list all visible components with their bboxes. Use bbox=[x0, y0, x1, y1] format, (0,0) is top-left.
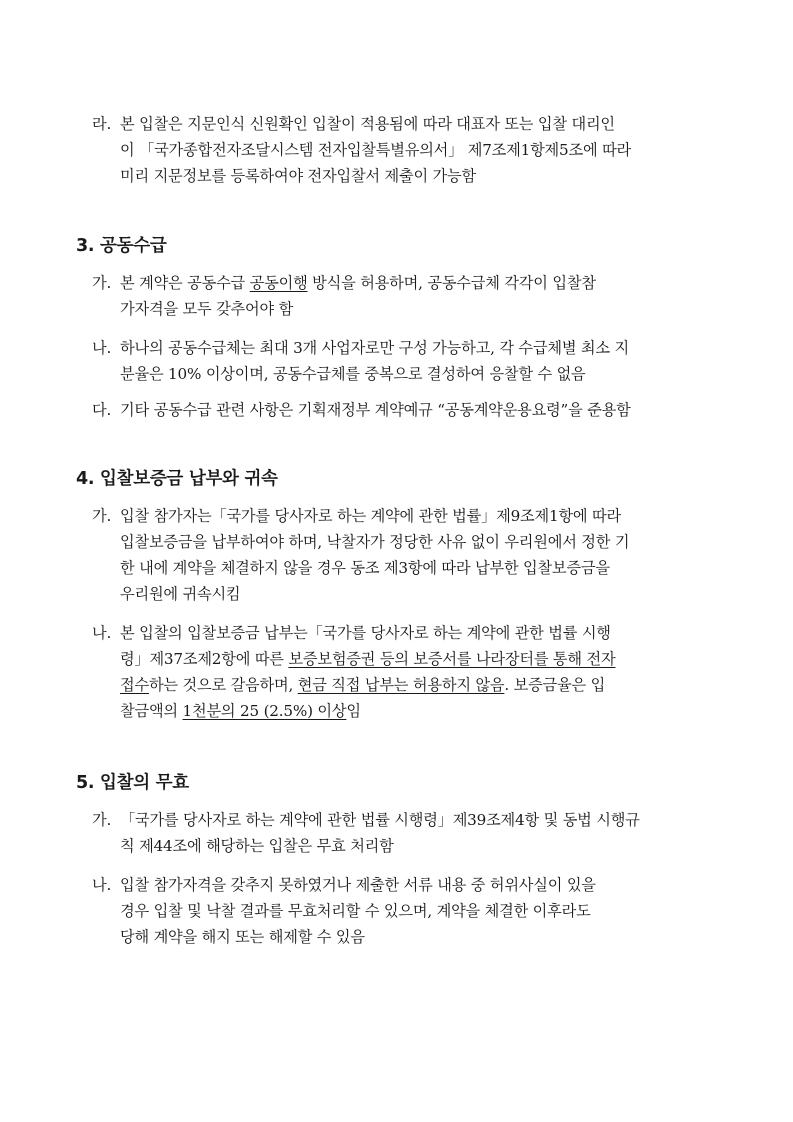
clause-da-other-matters bbox=[92, 397, 720, 423]
underlined-term: 공동이행 bbox=[249, 274, 308, 292]
clause-text-line: 한 내에 계약을 체결하지 않을 경우 동조 제3항에 따라 납부한 입찰보증금을 bbox=[120, 559, 610, 577]
clause-marker: 나. bbox=[92, 876, 112, 894]
clause-text-line bbox=[92, 270, 720, 296]
clause-marker: 다. bbox=[92, 401, 112, 419]
clause-text: 찰금액의 bbox=[120, 702, 183, 720]
clause-text-line bbox=[92, 698, 720, 724]
underlined-term: 1천분의 25 (2.5%) 이상 bbox=[182, 702, 347, 720]
clause-ga-invalid-conditions bbox=[92, 807, 720, 859]
underlined-term: 접수 bbox=[120, 676, 149, 694]
clause-text-line: 입찰보증금을 납부하여야 하며, 낙찰자가 정당한 사유 없이 우리원에서 정한 기 bbox=[120, 533, 630, 551]
clause-text-line bbox=[92, 646, 720, 672]
section-heading-bid-bond: 4. 입찰보증금 납부와 귀속 bbox=[76, 469, 278, 489]
clause-marker: 라. bbox=[92, 115, 112, 133]
clause-marker: 나. bbox=[92, 339, 112, 357]
clause-text-line bbox=[92, 672, 720, 698]
clause-text: 하는 것으로 갈음하며, bbox=[148, 676, 298, 694]
clause-ra-fingerprint bbox=[92, 111, 720, 189]
clause-text: 본 계약은 공동수급 bbox=[120, 274, 250, 292]
clause-na-bond-method bbox=[92, 620, 720, 724]
clause-text-line: 이 「국가종합전자조달시스템 전자입찰특별유의서」 제7조제1항제5조에 따라 bbox=[120, 141, 632, 159]
underlined-term: 현금 직접 납부는 허용하지 않음 bbox=[297, 676, 505, 694]
clause-text-line: 하나의 공동수급체는 최대 3개 사업자로만 구성 가능하고, 각 수급체별 최소 지 bbox=[120, 339, 629, 357]
clause-na-false-documents bbox=[92, 872, 720, 950]
clause-na-consortium-limit bbox=[92, 335, 720, 387]
clause-marker: 가. bbox=[92, 811, 112, 829]
clause-text-line: 기타 공동수급 관련 사항은 기획재정부 계약예규 “공동계약운용요령”을 준용함 bbox=[120, 401, 631, 419]
clause-text-line: 가자격을 모두 갖추어야 함 bbox=[120, 300, 294, 318]
clause-text-line: 입찰 참가자격을 갖추지 못하였거나 제출한 서류 내용 중 허위사실이 있을 bbox=[120, 876, 596, 894]
clause-text-line: 우리원에 귀속시킴 bbox=[120, 585, 241, 603]
clause-text-line: 「국가를 당사자로 하는 계약에 관한 법률 시행령」제39조제4항 및 동법 시행규 bbox=[120, 811, 640, 829]
section-heading-invalid-bid: 5. 입찰의 무효 bbox=[76, 773, 189, 793]
section-heading-joint-supply: 3. 공동수급 bbox=[76, 236, 167, 256]
underlined-term: 보증보험증권 등의 보증서를 나라장터를 통해 전자 bbox=[288, 650, 616, 668]
clause-text-line: 미리 지문정보를 등록하여야 전자입찰서 제출이 가능함 bbox=[120, 167, 476, 185]
clause-marker: 가. bbox=[92, 274, 112, 292]
clause-text: . 보증금율은 입 bbox=[504, 676, 606, 694]
clause-text-line: 본 입찰의 입찰보증금 납부는「국가를 당사자로 하는 계약에 관한 법률 시행 bbox=[120, 624, 611, 642]
clause-text-line: 본 입찰은 지문인식 신원확인 입찰이 적용됨에 따라 대표자 또는 입찰 대리인 bbox=[120, 115, 615, 133]
clause-text-line: 입찰 참가자는「국가를 당사자로 하는 계약에 관한 법률」제9조제1항에 따라 bbox=[120, 507, 621, 525]
clause-text-line: 분율은 10% 이상이며, 공동수급체를 중복으로 결성하여 응찰할 수 없음 bbox=[120, 365, 586, 383]
clause-text-line: 경우 입찰 및 낙찰 결과를 무효처리할 수 있으며, 계약을 체결한 이후라도 bbox=[120, 902, 591, 920]
clause-marker: 가. bbox=[92, 507, 112, 525]
clause-text-line: 칙 제44조에 해당하는 입찰은 무효 처리함 bbox=[120, 837, 394, 855]
clause-text: 방식을 허용하며, 공동수급체 각각이 입찰참 bbox=[307, 274, 596, 292]
clause-ga-joint-performance bbox=[92, 270, 720, 322]
clause-text: 임 bbox=[346, 702, 361, 720]
clause-marker: 나. bbox=[92, 624, 112, 642]
clause-text-line: 당해 계약을 해지 또는 해제할 수 있음 bbox=[120, 928, 365, 946]
clause-text: 령」제37조제2항에 따른 bbox=[120, 650, 289, 668]
clause-ga-bid-bond-payment bbox=[92, 503, 720, 607]
